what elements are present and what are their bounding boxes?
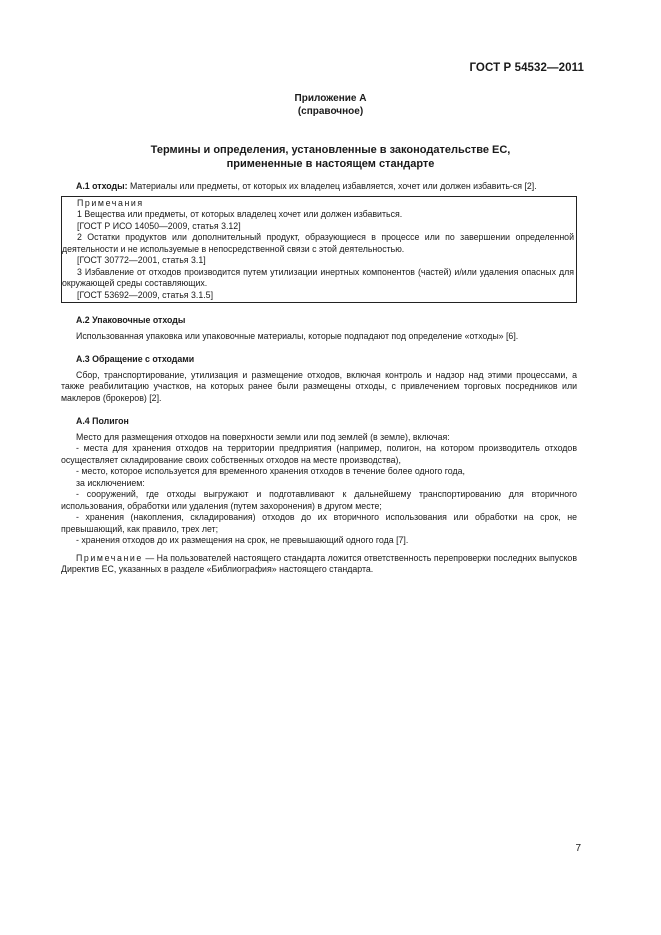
annex-subtitle: (справочное): [297, 106, 364, 117]
annex-label: [0, 92, 661, 118]
a4-exception-3: - хранения отходов до их размещения на срок, не превышающий одного года [7].: [76, 535, 409, 545]
a2-title: А.2 Упаковочные отходы: [76, 315, 186, 325]
final-note-text: — На пользователей настоящего стандарта ложится ответственность перепроверки последних выпусков Директив ЕС, указанных в разделе «Библиография» настоящего стандарта.: [61, 552, 577, 574]
a3-text: Сбор, транспортирование, утилизация и размещение отходов, включая контроль и надзор над этими процессами, а также реабилитацию участков, на которых ранее были размещены отходы, с привлечением торговых посредников или маклеров (брокеров) [2].: [61, 369, 577, 403]
a3-title: А.3 Обращение с отходами: [76, 354, 195, 364]
a1-term: А.1 отходы:: [76, 181, 128, 191]
a4-item-2: - место, которое используется для временного хранения отходов в течение более одного года,: [76, 466, 465, 476]
a2-text: Использованная упаковка или упаковочные материалы, которые подпадают под определение «отходы» [6].: [76, 330, 519, 341]
a1-definition: Материалы или предметы, от которых их владелец избавляется, хочет или должен избавить-ся [2].: [127, 181, 537, 191]
final-note: [61, 553, 577, 576]
document-body: [61, 181, 577, 576]
note-3-ref: [ГОСТ 53692—2009, статья 3.1.5]: [77, 289, 214, 300]
notes-box: [61, 196, 577, 304]
a4-exception-1: - сооружений, где отходы выгружают и подготавливают к дальнейшему транспортированию для вторичного использования, обработки или удаления (путем захоронения) в другом месте;: [61, 489, 577, 511]
note-2-ref: [ГОСТ 30772—2001, статья 3.1]: [77, 255, 206, 265]
a4-intro: Место для размещения отходов на поверхности земли или под землей (в земле), включая:: [76, 431, 450, 442]
note-2: 2 Остатки продуктов или дополнительный продукт, образующиеся в процессе или по завершении определенной деятельности и не используемые в непосредственной связи с этой деятельностью.: [62, 232, 574, 254]
a4-exception-2: - хранения (накопления, складирования) отходов до их вторичного использования или обработки на срок, не превышающий, как правило, трех лет;: [61, 512, 577, 534]
annex-title: Приложение А: [294, 93, 367, 104]
a4-item-1: - места для хранения отходов на территории предприятия (например, полигон, на котором производитель отходов осуществляет складирование своих собственных отходов на месте производства),: [61, 443, 577, 465]
a4-title: А.4 Полигон: [76, 416, 129, 426]
note-1: 1 Вещества или предметы, от которых владелец хочет или должен избавиться.: [77, 209, 403, 219]
notes-title: Примечания: [77, 197, 144, 208]
note-1-ref: [ГОСТ Р ИСО 14050—2009, статья 3.12]: [77, 220, 241, 231]
page-number: 7: [575, 843, 581, 854]
a4-except: за исключением:: [76, 477, 145, 488]
a1-paragraph: [61, 181, 577, 193]
heading-line-2: примененные в настоящем стандарте: [226, 158, 435, 170]
final-note-label: Примечание: [76, 552, 143, 563]
annex-heading: [60, 143, 601, 171]
heading-line-1: Термины и определения, установленные в законодательстве ЕС,: [150, 144, 511, 156]
note-3: 3 Избавление от отходов производится путем утилизации инертных компонентов (частей) и/или удаления опасных для окружающей среды составляющих.: [62, 266, 574, 288]
standard-id: ГОСТ Р 54532—2011: [469, 62, 584, 74]
